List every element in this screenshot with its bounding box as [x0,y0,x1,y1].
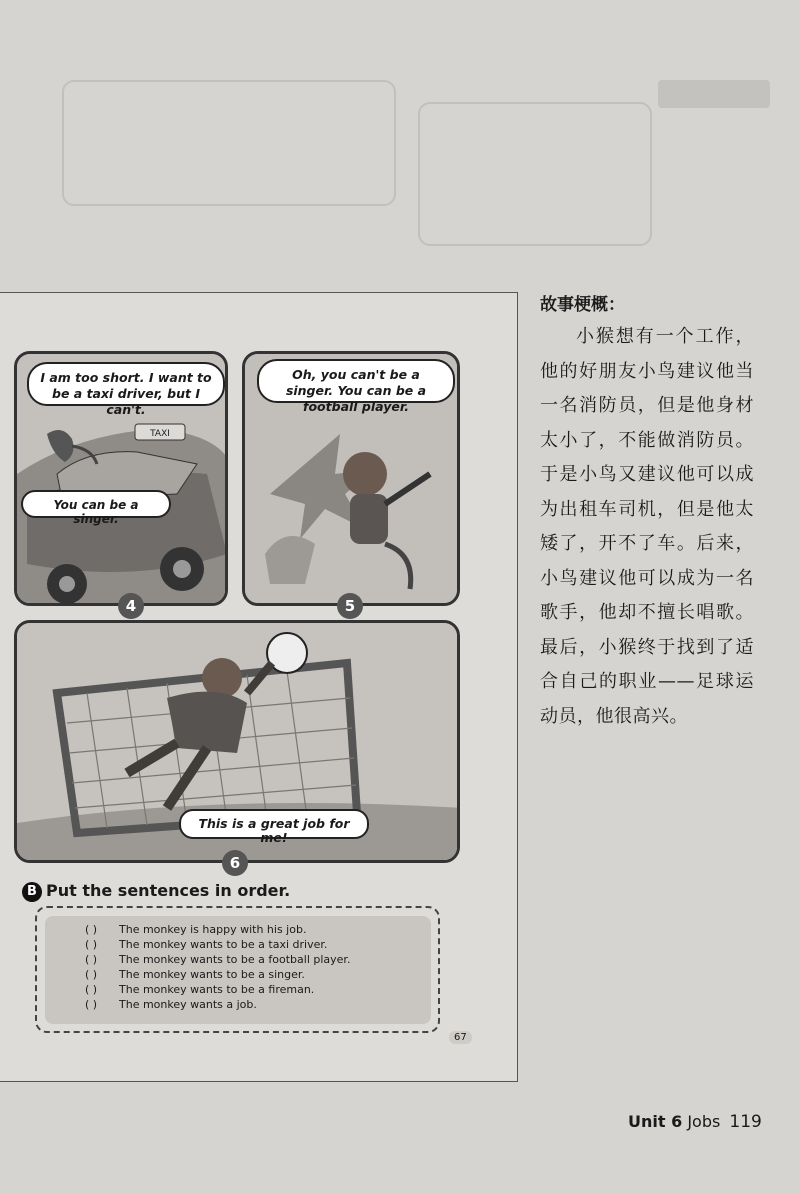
taxi-sign-text: TAXI [150,429,170,439]
speech-bubble-bird-singer: You can be a singer. [21,490,171,518]
speech-bubble-monkey-taxi: I am too short. I want to be a taxi driver, but I can't. [27,362,225,406]
exercise-badge: B [22,882,42,902]
blank-paren[interactable]: ( ) [85,998,98,1011]
page-footer [628,1112,762,1132]
comic-panel-6 [14,620,460,863]
bleed-through-tip-box [62,80,396,206]
bleed-through-side-box [418,102,652,246]
speech-bubble-bird-football: Oh, you can't be a singer. You can be a football player. [257,359,455,403]
sentence-text: The monkey wants to be a football player. [119,953,351,966]
story-summary-body: 小猴想有一个工作，他的好朋友小鸟建议他当一名消防员，但是他身材太小了，不能做消防员。于是小鸟又建议他可以成为出租车司机，但是他太矮了，开不了车。后来，小鸟建议他可以成为一名歌手，他却不擅长唱歌。最后，小猴终于找到了适合自己的职业——足球运动员，他很高兴。 [540,326,754,727]
list-item [85,982,350,997]
textbook-insert [0,292,518,1082]
list-item [85,997,350,1012]
exercise-heading [22,881,290,902]
panel-number-6: 6 [222,850,248,876]
list-item [85,967,350,982]
textbook-page-number: 67 [449,1031,472,1044]
panel-number-5: 5 [337,593,363,619]
blank-paren[interactable]: ( ) [85,968,98,981]
blank-paren[interactable]: ( ) [85,938,98,951]
list-item [85,952,350,967]
list-item [85,922,350,937]
list-item [85,937,350,952]
blank-paren[interactable]: ( ) [85,923,98,936]
page-number: 119 [729,1112,762,1132]
sentence-text: The monkey wants to be a singer. [119,968,305,981]
comic-panel-4 [14,351,228,606]
order-sentences-box [35,906,440,1033]
blank-paren[interactable]: ( ) [85,983,98,996]
unit-topic: Jobs [687,1112,721,1131]
blank-paren[interactable]: ( ) [85,953,98,966]
panel-number-4: 4 [118,593,144,619]
sentence-text: The monkey wants to be a fireman. [119,983,315,996]
sentence-text: The monkey wants to be a taxi driver. [119,938,328,951]
sentence-text: The monkey wants a job. [119,998,257,1011]
sentence-text: The monkey is happy with his job. [119,923,307,936]
speech-bubble-great-job: This is a great job for me! [179,809,369,839]
comic-panel-5 [242,351,460,606]
sentence-list [85,922,350,1012]
exercise-title: Put the sentences in order. [46,881,291,900]
story-summary-title: 故事梗概： [540,295,625,315]
order-sentences-inner [45,916,431,1024]
unit-label: Unit 6 [628,1112,683,1131]
bleed-through-tag [658,80,770,108]
